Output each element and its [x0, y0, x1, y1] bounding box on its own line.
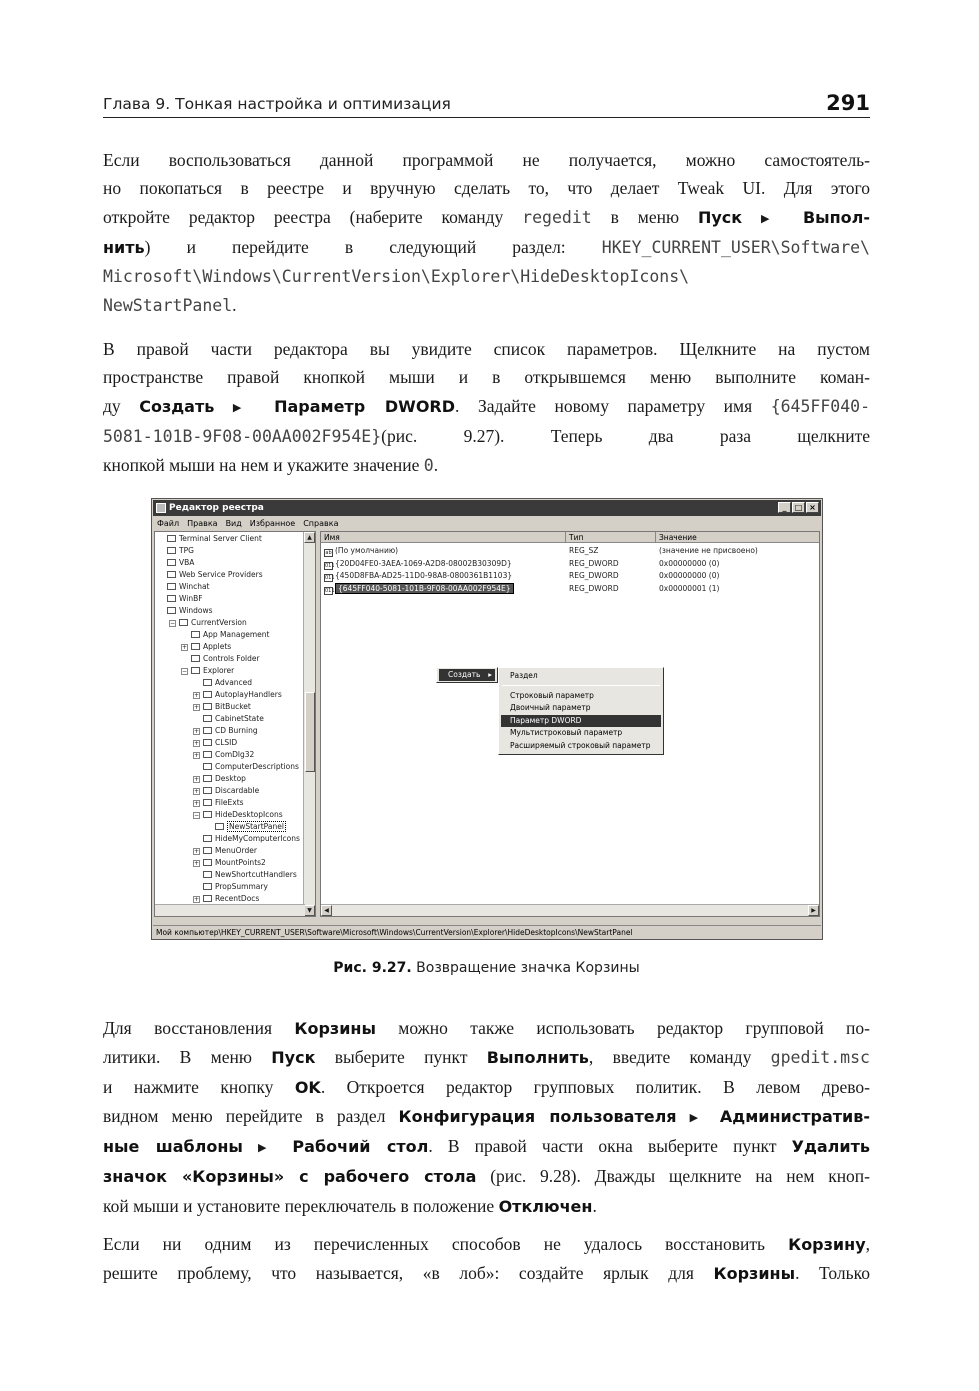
- value-type: REG_DWORD: [569, 558, 619, 568]
- tree-node-label: Web Service Providers: [179, 570, 263, 579]
- folder-icon: [203, 751, 212, 758]
- menu-view[interactable]: Вид: [225, 519, 242, 528]
- value-name: {450D8FBA-AD25-11D0-98A8-0800361B1103}: [335, 571, 513, 580]
- folder-icon: [191, 655, 200, 662]
- binary-value-icon: 011: [325, 575, 335, 581]
- inline-code: regedit: [522, 207, 592, 227]
- tree-node-label: AutoplayHandlers: [215, 690, 282, 699]
- text-line: ные шаблоны ▶ Рабочий стол. В правой части окна выберите пункт Удалить: [103, 1136, 870, 1157]
- bold-term: значок «Корзины» с рабочего стола: [103, 1167, 477, 1187]
- folder-icon: [203, 847, 212, 854]
- submenu-item-string[interactable]: Строковый параметр: [510, 691, 594, 700]
- submenu-item-key[interactable]: Раздел: [510, 671, 538, 680]
- folder-icon: [203, 715, 212, 722]
- submenu-item-dword[interactable]: Параметр DWORD: [501, 715, 661, 727]
- tree-node-label: NewShortcutHandlers: [215, 870, 297, 879]
- tree-node-label: NewStartPanel: [229, 822, 284, 831]
- text-line: Если воспользоваться данной программой не получается, можно самостоятель-: [103, 150, 870, 170]
- tree-node-label: CLSID: [215, 738, 238, 747]
- text-line: [103, 262, 870, 291]
- tree-node[interactable]: [157, 581, 210, 593]
- tree-node-label: TPG: [179, 546, 194, 555]
- tree-node-label: HideDesktopIcons: [215, 810, 283, 819]
- scroll-left-icon[interactable]: ◀: [321, 905, 332, 916]
- folder-icon: [203, 787, 212, 794]
- tree-node[interactable]: [193, 701, 251, 713]
- folder-icon: [167, 547, 176, 554]
- tree-node[interactable]: [157, 593, 203, 605]
- tree-node-label: CurrentVersion: [191, 618, 247, 627]
- bold-term: Пуск: [697, 207, 743, 227]
- table-row[interactable]: [321, 545, 820, 557]
- tree-node[interactable]: [193, 677, 252, 689]
- expand-icon[interactable]: +: [194, 848, 200, 855]
- bold-term: нить: [103, 237, 145, 257]
- tree-node-label: BitBucket: [215, 702, 251, 711]
- tree-node[interactable]: [193, 785, 259, 797]
- tree-node[interactable]: [193, 881, 268, 893]
- tree-node[interactable]: [157, 533, 262, 545]
- column-header-type[interactable]: Тип: [566, 532, 656, 543]
- collapse-icon[interactable]: −: [182, 668, 188, 675]
- inline-code: 0: [423, 456, 434, 476]
- tree-node-label: MountPoints2: [215, 858, 266, 867]
- folder-icon: [167, 571, 176, 578]
- value-data: 0x00000001 (1): [659, 583, 720, 593]
- folder-icon: [203, 691, 212, 698]
- folder-icon: [203, 727, 212, 734]
- tree-vertical-scrollbar[interactable]: [303, 532, 315, 916]
- menu-file[interactable]: Файл: [157, 519, 180, 528]
- value-type: REG_DWORD: [569, 571, 619, 580]
- regedit-menubar: [153, 517, 821, 530]
- tree-node[interactable]: [193, 893, 259, 905]
- text-line: значок «Корзины» с рабочего стола (рис. 9.28). Дважды щелкните на нем кноп-: [103, 1166, 871, 1187]
- tree-node-label: Applets: [203, 642, 232, 651]
- tree-node[interactable]: [193, 833, 300, 845]
- folder-icon: [167, 559, 176, 566]
- tree-node[interactable]: [193, 713, 264, 725]
- tree-node-label: MenuOrder: [215, 846, 257, 855]
- chapter-title: Глава 9. Тонкая настройка и оптимизация: [103, 95, 451, 113]
- bold-term: Параметр DWORD: [274, 396, 456, 416]
- create-submenu: [498, 667, 664, 755]
- expand-icon[interactable]: +: [194, 788, 200, 795]
- scroll-down-icon[interactable]: ▼: [304, 905, 315, 916]
- menu-edit[interactable]: Правка: [187, 519, 218, 528]
- text-line: кой мыши и установите переключатель в положение Отключен.: [103, 1195, 597, 1216]
- inline-code: gpedit.msc: [770, 1048, 870, 1068]
- tree-node[interactable]: [193, 737, 237, 749]
- tree-node-label: RecentDocs: [215, 894, 260, 903]
- folder-icon: [203, 679, 212, 686]
- tree-node[interactable]: [193, 797, 244, 809]
- figure-label: Рис. 9.27.: [333, 960, 412, 976]
- inline-code: NewStartPanel: [103, 296, 233, 316]
- bold-term: Корзину: [788, 1235, 866, 1254]
- expand-icon[interactable]: +: [182, 644, 188, 651]
- folder-icon: [215, 823, 224, 830]
- folder-icon: [203, 763, 212, 770]
- tree-node[interactable]: [193, 845, 257, 857]
- tree-node-label: FileExts: [215, 798, 244, 807]
- tree-node[interactable]: [181, 653, 260, 665]
- menu-arrow-icon: ▶: [258, 1142, 278, 1155]
- tree-node[interactable]: [193, 857, 266, 869]
- bold-term: Рабочий стол: [292, 1137, 429, 1157]
- bold-term: Конфигурация пользователя: [398, 1106, 677, 1126]
- bold-term: Удалить: [791, 1137, 870, 1157]
- text-line: но покопаться в реестре и вручную сделать то, что делает Tweak UI. Для этого: [103, 178, 870, 199]
- tree-node[interactable]: [181, 629, 269, 641]
- binary-value-icon: 011: [325, 562, 335, 569]
- inline-code: 5081-101B-9F08-00AA002F954E}: [103, 426, 382, 446]
- table-row[interactable]: [321, 570, 820, 582]
- bold-term: Отключен: [498, 1196, 593, 1216]
- tree-node-label: HideMyComputerIcons: [215, 834, 300, 843]
- paragraph-2: [103, 335, 870, 480]
- maximize-button[interactable]: □: [792, 502, 805, 513]
- bold-term: Выполнить: [486, 1048, 589, 1068]
- tree-node[interactable]: [157, 557, 194, 569]
- paragraph-4: [103, 1230, 870, 1289]
- folder-icon: [167, 595, 176, 602]
- tree-node-label: Windows: [179, 606, 213, 615]
- expand-icon[interactable]: +: [194, 740, 200, 747]
- inline-code: HKEY_CURRENT_USER\Software\: [601, 237, 870, 257]
- expand-icon[interactable]: +: [194, 692, 200, 699]
- bold-term: Пуск: [271, 1048, 316, 1068]
- value-data: 0x00000000 (0): [659, 571, 720, 580]
- text-line: пространстве правой кнопкой мыши и в открывшемся меню выполните коман-: [103, 367, 870, 388]
- text-line: В правой части редактора вы увидите список параметров. Щелкните на пустом: [103, 339, 870, 359]
- collapse-icon[interactable]: −: [170, 620, 176, 627]
- folder-icon: [203, 835, 212, 842]
- value-data: (значение не присвоено): [659, 546, 758, 555]
- status-bar: Мой компьютер\HKEY_CURRENT_USER\Software\Microsoft\Windows\CurrentVersion\Explorer\HideDesktopIcons\NewStartPanel: [153, 925, 821, 938]
- tree-node-label: PropSummary: [215, 882, 268, 891]
- tree-node[interactable]: [193, 749, 254, 761]
- scroll-thumb[interactable]: [305, 692, 315, 772]
- tree-horizontal-scrollbar[interactable]: [155, 904, 305, 916]
- tree-node[interactable]: [157, 605, 212, 617]
- regedit-app-icon: [156, 503, 166, 513]
- text-line: Если ни одним из перечисленных способов не удалось восстановить Корзину,: [103, 1234, 870, 1254]
- text-line: литики. В меню Пуск выберите пункт Выполнить, введите команду gpedit.msc: [103, 1047, 870, 1068]
- tree-node-label: Advanced: [215, 678, 253, 687]
- text-line: решите проблему, что называется, «в лоб»: создайте ярлык для Корзины. Только: [103, 1263, 870, 1284]
- value-name: {20D04FE0-3AEA-1069-A2D8-08002B30309D}: [335, 558, 512, 568]
- tree-node-label: App Management: [203, 630, 270, 639]
- inline-code: {645FF040-: [770, 396, 871, 416]
- text-line: Для восстановления Корзины можно также использовать редактор групповой по-: [103, 1018, 871, 1038]
- folder-icon: [167, 535, 176, 542]
- folder-icon: [203, 895, 212, 902]
- regedit-window: [151, 498, 823, 940]
- folder-icon: [191, 631, 200, 638]
- tree-node-label: ComDlg32: [215, 750, 255, 759]
- value-name: (По умолчанию): [335, 546, 399, 555]
- expand-icon[interactable]: +: [194, 752, 200, 759]
- minimize-button[interactable]: _: [778, 502, 791, 513]
- tree-node-label: Explorer: [203, 666, 235, 675]
- tree-node-label: Winchat: [179, 582, 210, 591]
- tree-node-label: Controls Folder: [203, 654, 260, 663]
- expand-icon[interactable]: +: [194, 860, 200, 867]
- menu-favorites[interactable]: Избранное: [249, 519, 296, 528]
- bold-term: Корзины: [294, 1019, 376, 1038]
- inline-code: Microsoft\Windows\CurrentVersion\Explorer\HideDesktopIcons\: [103, 267, 690, 287]
- tree-node-label: ComputerDescriptions: [215, 762, 299, 771]
- tree-node-label: CD Burning: [215, 726, 258, 735]
- folder-icon: [191, 643, 200, 650]
- context-menu: [436, 667, 498, 683]
- value-type: REG_SZ: [569, 546, 599, 555]
- tree-node[interactable]: [205, 821, 286, 833]
- text-line: кнопкой мыши на нем и укажите значение 0.: [103, 455, 439, 476]
- scroll-up-icon[interactable]: ▲: [304, 532, 315, 543]
- context-item-create[interactable]: Создать ▸: [439, 669, 495, 681]
- submenu-item-multistring[interactable]: Мультистроковый параметр: [510, 728, 623, 737]
- tree-node[interactable]: [193, 689, 282, 701]
- tree-node[interactable]: [157, 545, 194, 557]
- submenu-item-expandable-string[interactable]: Расширяемый строковый параметр: [510, 741, 651, 750]
- folder-icon: [203, 775, 212, 782]
- value-data: 0x00000000 (0): [659, 558, 720, 568]
- expand-icon[interactable]: +: [194, 800, 200, 807]
- close-button[interactable]: ×: [806, 502, 819, 513]
- tree-node[interactable]: [193, 725, 258, 737]
- regedit-titlebar: [153, 500, 821, 516]
- page-number: 291: [826, 91, 870, 115]
- figure-caption: [103, 960, 870, 976]
- folder-icon: [203, 739, 212, 746]
- tree-node-label: Desktop: [215, 774, 246, 783]
- folder-icon: [203, 859, 212, 866]
- text-line: видном меню перейдите в раздел Конфигурация пользователя ▶ Административ-: [103, 1105, 871, 1126]
- rename-input[interactable]: {645FF040-5081-101B-9F08-00AA002F954E}: [335, 583, 514, 594]
- text-line: ду Создать ▶ Параметр DWORD. Задайте новому параметру имя {645FF040-: [103, 395, 871, 416]
- bold-term: OK: [294, 1077, 321, 1097]
- tree-node-label: CabinetState: [215, 714, 264, 723]
- tree-node[interactable]: [157, 569, 263, 581]
- folder-icon: [203, 811, 212, 818]
- menu-arrow-icon: ▶: [761, 212, 785, 225]
- folder-icon: [203, 883, 212, 890]
- scroll-right-icon[interactable]: ▶: [808, 905, 819, 916]
- text-line: 5081-101B-9F08-00AA002F954E}(рис. 9.27). Теперь два раза щелкните: [103, 425, 870, 446]
- binary-value-icon: 011: [325, 587, 335, 594]
- folder-icon: [203, 703, 212, 710]
- bold-term: Создать: [139, 396, 215, 416]
- bold-term: Административ-: [719, 1106, 871, 1126]
- column-header-value[interactable]: Значение: [656, 532, 820, 543]
- folder-icon: [203, 799, 212, 806]
- expand-icon[interactable]: +: [194, 704, 200, 711]
- running-head: [103, 92, 870, 118]
- bold-term: ные шаблоны: [103, 1137, 243, 1157]
- collapse-icon[interactable]: −: [194, 812, 200, 819]
- tree-node[interactable]: [193, 773, 246, 785]
- tree-node-label: WinBF: [179, 594, 203, 603]
- tree-node[interactable]: [169, 617, 247, 629]
- table-row[interactable]: [321, 583, 820, 595]
- paragraph-1: [103, 146, 870, 321]
- tree-node[interactable]: [181, 641, 231, 653]
- tree-node-label: VBA: [179, 558, 195, 567]
- menu-help[interactable]: Справка: [303, 519, 339, 528]
- text-line: NewStartPanel.: [103, 295, 237, 316]
- text-line: и нажмите кнопку OK. Откроется редактор групповых политик. В левом древо-: [103, 1076, 870, 1097]
- figure-caption-text: Возвращение значка Корзины: [411, 960, 640, 976]
- bold-term: Выпол-: [802, 207, 871, 227]
- text-line: нить) и перейдите в следующий раздел: HKEY_CURRENT_USER\Software\: [103, 236, 870, 257]
- registry-tree[interactable]: [154, 531, 316, 917]
- paragraph-3: [103, 1014, 870, 1221]
- expand-icon[interactable]: +: [194, 896, 200, 903]
- regedit-title: Редактор реестра: [169, 503, 264, 513]
- text-line: откройте редактор реестра (наберите команду regedit в меню Пуск ▶ Выпол-: [103, 206, 871, 227]
- tree-node-label: Discardable: [215, 786, 260, 795]
- folder-icon: [167, 583, 176, 590]
- folder-icon: [167, 607, 176, 614]
- tree-node-label: Terminal Server Client: [179, 534, 262, 543]
- folder-icon: [203, 871, 212, 878]
- column-header-name[interactable]: Имя: [321, 532, 566, 543]
- value-type: REG_DWORD: [569, 583, 619, 593]
- menu-arrow-icon: ▶: [689, 1111, 707, 1124]
- tree-node[interactable]: [193, 761, 299, 773]
- list-horizontal-scrollbar[interactable]: [321, 904, 819, 916]
- tree-node[interactable]: [181, 665, 234, 677]
- string-value-icon: ab: [325, 550, 332, 556]
- expand-icon[interactable]: +: [194, 728, 200, 735]
- bold-term: Корзины: [713, 1264, 796, 1284]
- tree-node[interactable]: [193, 809, 283, 821]
- submenu-item-binary[interactable]: Двоичный параметр: [510, 703, 591, 712]
- table-row[interactable]: [321, 558, 820, 570]
- menu-divider: [502, 685, 660, 686]
- folder-icon: [191, 667, 200, 674]
- menu-arrow-icon: ▶: [232, 401, 256, 414]
- tree-node[interactable]: [193, 869, 297, 881]
- expand-icon[interactable]: +: [194, 776, 200, 783]
- folder-icon: [179, 619, 188, 626]
